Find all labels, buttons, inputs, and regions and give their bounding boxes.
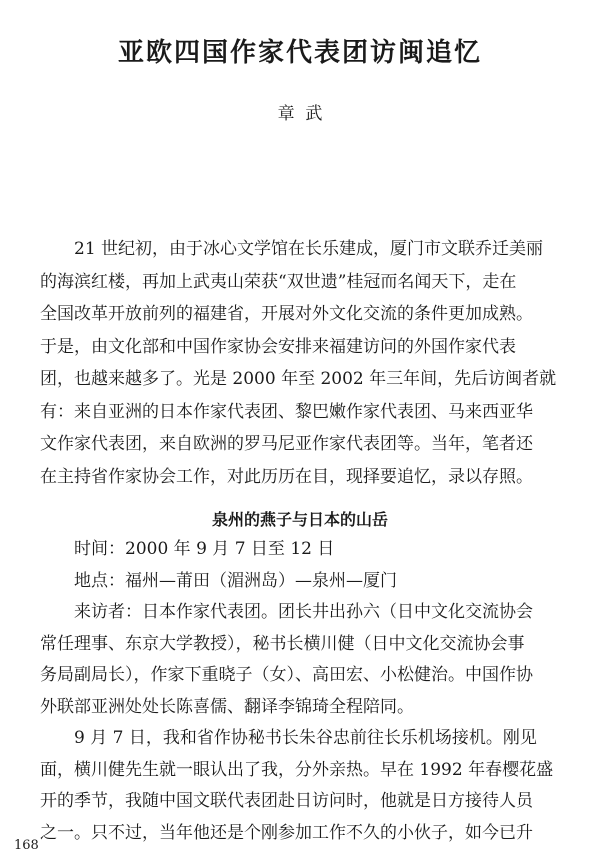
page-number: 168 (14, 838, 39, 853)
visitors-line: 常任理事、东京大学教授），秘书长横川健（日中文化交流协会事 (40, 633, 525, 654)
visit-time: 时间：2000 年 9 月 7 日至 12 日 (74, 539, 335, 559)
visit-location: 地点：福州—莆田（湄洲岛）—泉州—厦门 (74, 570, 397, 591)
visitors-line: 务局副局长），作家下重晓子（女）、高田宏、小松健治。中国作协 (40, 665, 533, 685)
intro-line: 的海滨红楼，再加上武夷山荣获“双世遗”桂冠而名闻天下，走在 (40, 271, 517, 292)
intro-line: 于是，由文化部和中国作家协会安排来福建访问的外国作家代表 (40, 336, 516, 357)
visitors-line: 外联部亚洲处处长陈喜儒、翻译李锦琦全程陪同。 (40, 696, 414, 717)
narrative-line: 面，横川健先生就一眼认出了我，分外亲热。早在 1992 年春樱花盛 (40, 759, 554, 780)
intro-paragraph (40, 233, 572, 493)
intro-line: 有：来自亚洲的日本作家代表团、黎巴嫩作家代表团、马来西亚华 (40, 401, 533, 422)
intro-line: 在主持省作家协会工作，对此历历在目，现择要追忆，录以存照。 (40, 466, 533, 487)
narrative-line: 开的季节，我随中国文联代表团赴日访问时，他就是日方接待人员 (40, 791, 533, 811)
article-author: 章 武 (277, 104, 323, 124)
intro-line: 团，也越来越多了。光是 2000 年至 2002 年三年间，先后访闽者就 (40, 369, 557, 389)
section-body (40, 534, 572, 849)
intro-line: 21 世纪初，由于冰心文学馆在长乐建成，厦门市文联乔迁美丽 (74, 239, 544, 259)
intro-line: 文作家代表团，来自欧洲的罗马尼亚作家代表团等。当年，笔者还 (40, 434, 533, 454)
intro-line: 全国改革开放前列的福建省，开展对外文化交流的条件更加成熟。 (40, 304, 533, 324)
section-heading: 泉州的燕子与日本的山岳 (211, 510, 388, 529)
narrative-line: 之一。只不过，当年他还是个刚参加工作不久的小伙子，如今已升 (40, 822, 533, 843)
narrative-line: 9 月 7 日，我和省作协秘书长朱谷忠前往长乐机场接机。刚见 (74, 728, 537, 748)
visitors-line: 来访者：日本作家代表团。团长井出孙六（日中文化交流协会 (74, 602, 533, 622)
article-title: 亚欧四国作家代表团访闽追忆 (117, 38, 482, 68)
